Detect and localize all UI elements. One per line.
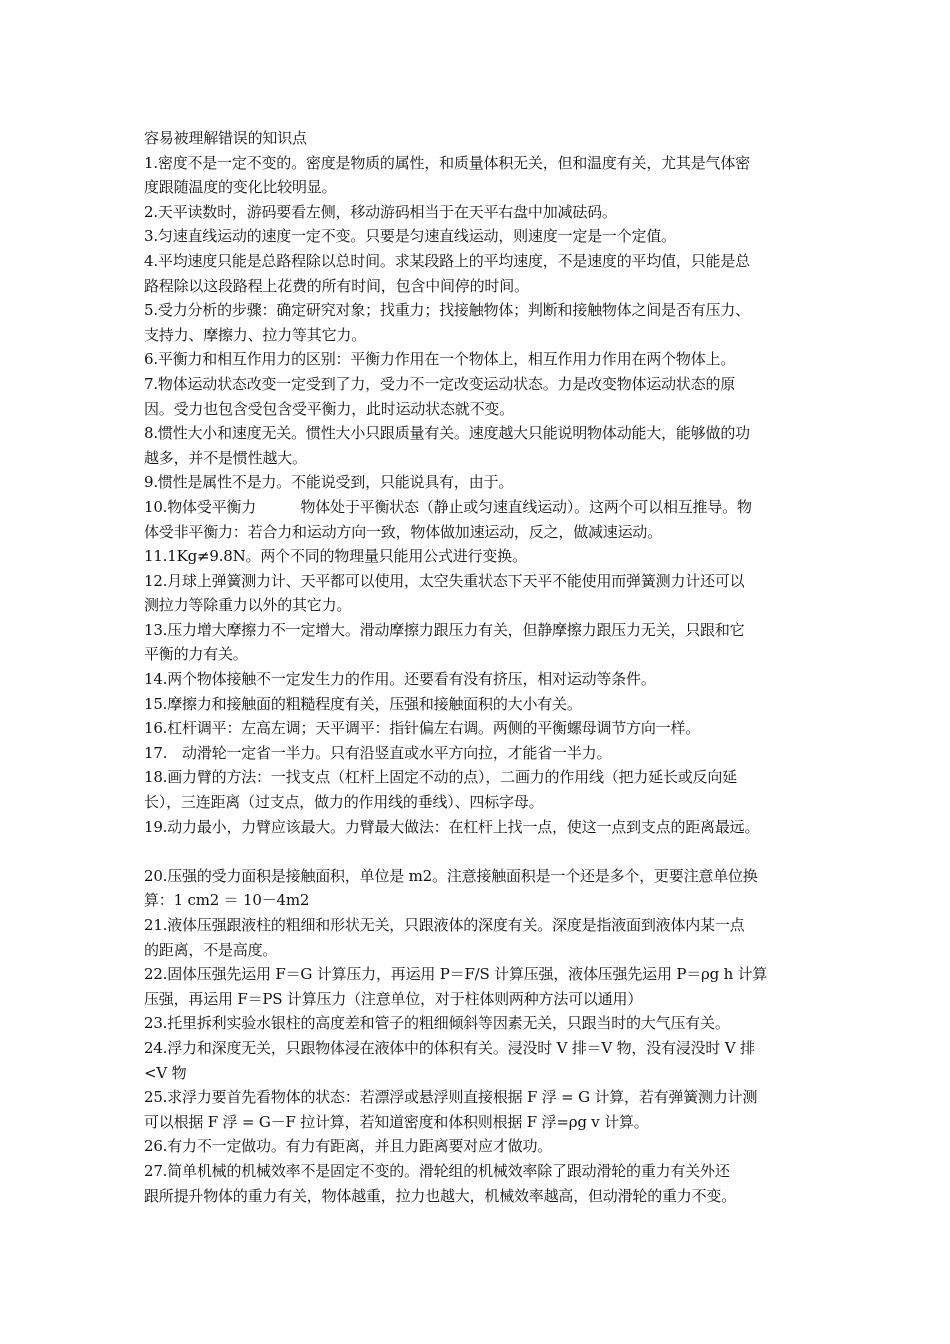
document-title: 容易被理解错误的知识点 (144, 129, 307, 147)
text-line: 22.固体压强先运用 F＝G 计算压力，再运用 P＝F/S 计算压强，液体压强先运用 P＝ρg h 计算 (144, 965, 768, 984)
text-line: 16.杠杆调平：左高左调；天平调平：指针偏左右调。两侧的平衡螺母调节方向一样。 (144, 719, 701, 738)
text-line: 23.托里拆利实验水银柱的高度差和管子的粗细倾斜等因素无关，只跟当时的大气压有关。 (144, 1014, 730, 1033)
text-line: 15.摩擦力和接触面的粗糙程度有关，压强和接触面积的大小有关。 (144, 694, 582, 713)
blank-line (144, 839, 812, 864)
text-line: 的距离，不是高度。 (144, 940, 278, 959)
text-line: 12.月球上弹簧测力计、天平都可以使用，太空失重状态下天平不能使用而弹簧测力计还可以 (144, 571, 745, 590)
text-line: 算：1 cm2 ＝ 10－4m2 (144, 891, 310, 910)
text-line: 26.有力不一定做功。有力有距离，并且力距离要对应才做功。 (144, 1137, 553, 1156)
text-line: 可以根据 F 浮 = G－F 拉计算，若知道密度和体积则根据 F 浮=ρg v 计算。 (144, 1112, 649, 1131)
text-line: <V 物 (144, 1063, 187, 1082)
text-line: 平衡的力有关。 (144, 645, 248, 664)
text-line: 跟所提升物体的重力有关，物体越重，拉力也越大，机械效率越高，但动滑轮的重力不变。 (144, 1186, 737, 1205)
text-line: 13.压力增大摩擦力不一定增大。滑动摩擦力跟压力有关，但静摩擦力跟压力无关，只跟和它 (144, 620, 745, 639)
text-line: 20.压强的受力面积是接触面积，单位是 m2。注意接触面积是一个还是多个，更要注意单位换 (144, 866, 758, 885)
text-line: 3.匀速直线运动的速度一定不变。只要是匀速直线运动，则速度一定是一个定值。 (144, 227, 676, 246)
text-line: 路程除以这段路程上花费的所有时间，包含中间停的时间。 (144, 276, 529, 295)
text-line: 8.惯性大小和速度无关。惯性大小只跟质量有关。速度越大只能说明物体动能大，能够做的功 (144, 424, 750, 443)
text-line: 27.简单机械的机械效率不是固定不变的。滑轮组的机械效率除了跟动滑轮的重力有关外还 (144, 1161, 730, 1180)
text-line: 14.两个物体接触不一定发生力的作用。还要看有没有挤压，相对运动等条件。 (144, 670, 656, 689)
text-line: 2.天平读数时，游码要看左侧，移动游码相当于在天平右盘中加减砝码。 (144, 202, 617, 221)
text-line: 18.画力臂的方法：一找支点（杠杆上固定不动的点），二画力的作用线（把力延长或反向延 (144, 768, 737, 787)
text-line: 19.动力最小，力臂应该最大。力臂最大做法：在杠杆上找一点，使这一点到支点的距离最远。 (144, 817, 760, 836)
text-line: 支持力、摩擦力、拉力等其它力。 (144, 325, 367, 344)
text-line: 压强，再运用 F＝PS 计算压力（注意单位，对于柱体则两种方法可以通用） (144, 989, 643, 1008)
text-line: 因。受力也包含受包含受平衡力，此时运动状态就不变。 (144, 399, 515, 418)
text-line: 度跟随温度的变化比较明显。 (144, 178, 337, 197)
text-line: 24.浮力和深度无关，只跟物体浸在液体中的体积有关。浸没时 V 排＝V 物，没有浸没时 V 排 (144, 1038, 755, 1057)
text-line: 9.惯性是属性不是力。不能说受到，只能说具有，由于。 (144, 473, 514, 492)
text-line: 越多，并不是惯性越大。 (144, 448, 307, 467)
text-line: 21.液体压强跟液柱的粗细和形状无关，只跟液体的深度有关。深度是指液面到液体内某一点 (144, 916, 745, 934)
text-line: 5.受力分析的步骤：确定研究对象；找重力；找接触物体；判断和接触物体之间是否有压力、 (144, 301, 750, 320)
text-line: 长），三连距离（过支点，做力的作用线的垂线）、四标字母。 (144, 793, 544, 812)
text-line: 1.密度不是一定不变的。密度是物质的属性，和质量体积无关，但和温度有关，尤其是气体密 (144, 153, 750, 172)
text-line: 17. 动滑轮一定省一半力。只有沿竖直或水平方向拉，才能省一半力。 (144, 743, 612, 762)
text-line: 7.物体运动状态改变一定受到了力，受力不一定改变运动状态。力是改变物体运动状态的原 (144, 374, 736, 393)
document-page (144, 126, 812, 1208)
text-line: 体受非平衡力：若合力和运动方向一致，物体做加速运动，反之，做减速运动。 (144, 522, 663, 541)
text-line: 10.物体受平衡力 物体处于平衡状态（静止或匀速直线运动）。这两个可以相互推导。物 (144, 497, 752, 516)
text-line: 6.平衡力和相互作用力的区别：平衡力作用在一个物体上，相互作用力作用在两个物体上。 (144, 350, 736, 369)
text-line: 4.平均速度只能是总路程除以总时间。求某段路上的平均速度，不是速度的平均值，只能是总 (144, 251, 750, 270)
text-line: 25.求浮力要首先看物体的状态：若漂浮或悬浮则直接根据 F 浮 = G 计算，若有弹簧测力计测 (144, 1088, 758, 1107)
text-line: 11.1Kg≠9.8N。两个不同的物理量只能用公式进行变换。 (144, 547, 527, 566)
text-line: 测拉力等除重力以外的其它力。 (144, 596, 352, 615)
